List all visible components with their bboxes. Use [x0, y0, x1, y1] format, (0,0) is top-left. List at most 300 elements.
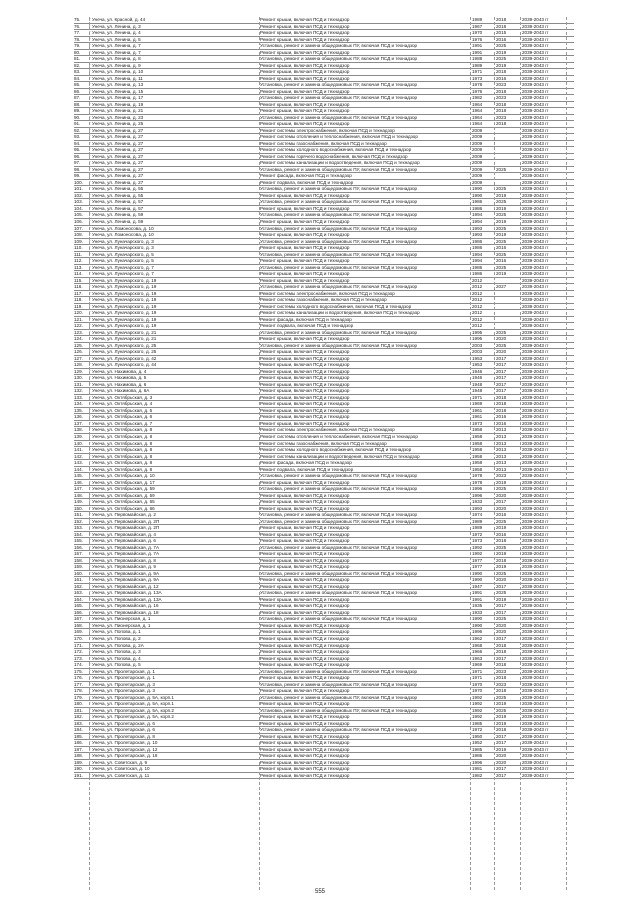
- row-planned-period: 2039-2043 гг: [522, 642, 549, 648]
- row-work-type: Установка, ремонт и замена общедомовых ПУ, включая ПСД и технадзор: [260, 238, 418, 244]
- row-address: г Унеча, ул. Луначарского, д. 19: [89, 323, 157, 329]
- row-number: 77.: [74, 30, 81, 36]
- column-divider: [89, 17, 90, 890]
- row-build-year: 1982: [472, 772, 483, 778]
- row-number: 96.: [74, 153, 81, 159]
- row-work-type: Ремонт крыши, включая ПСД и технадзор: [260, 362, 350, 368]
- row-number: 173.: [74, 655, 83, 661]
- row-number: 123.: [74, 329, 83, 335]
- row-work-type: Установка, ремонт и замена общедомовых ПУ, включая ПСД и технадзор: [260, 251, 418, 257]
- row-last-repair-year: 2018: [496, 675, 507, 681]
- row-build-year: 1994: [472, 258, 483, 264]
- row-build-year: 1972: [472, 531, 483, 537]
- row-work-type: Ремонт системы горячего водоснабжения, включая ПСД и технадзор: [260, 153, 408, 159]
- row-last-repair-year: 2025: [496, 707, 507, 713]
- row-planned-period: 2039-2043 гг: [522, 394, 549, 400]
- row-address: г Унеча, ул. Ленина, д. 17: [89, 95, 144, 101]
- row-planned-period: 2039-2043 гг: [522, 407, 549, 413]
- row-number: 165.: [74, 603, 83, 609]
- row-last-repair-year: 2019: [496, 564, 507, 570]
- row-number: 161.: [74, 577, 83, 583]
- row-number: 170.: [74, 635, 83, 641]
- row-work-type: Ремонт крыши, включая ПСД и технадзор: [260, 753, 350, 759]
- row-last-repair-year: 2017: [496, 368, 507, 374]
- row-planned-period: 2039-2043 гг: [522, 205, 549, 211]
- row-address: г Унеча, ул. Пролетарская, д. 18: [89, 753, 158, 759]
- row-build-year: 1969: [472, 662, 483, 668]
- row-work-type: Ремонт системы отопления и теплоснабжения, включая ПСД и технадзор: [260, 134, 418, 140]
- row-address: г Унеча, ул. Советская, д. 10: [89, 766, 150, 772]
- row-number: 113.: [74, 264, 83, 270]
- row-number: 97.: [74, 160, 81, 166]
- row-work-type: Ремонт фасада, включая ПСД и технадзор: [260, 173, 352, 179]
- row-work-type: Ремонт крыши, включая ПСД и технадзор: [260, 407, 350, 413]
- row-last-repair-year: 2025: [496, 212, 507, 218]
- row-work-type: Установка, ремонт и замена общедомовых ПУ, включая ПСД и технадзор: [260, 166, 418, 172]
- row-planned-period: 2039-2043 гг: [522, 505, 549, 511]
- row-number: 100.: [74, 179, 83, 185]
- row-address: г Унеча, ул. Луначарского, д. 44: [89, 362, 157, 368]
- row-planned-period: 2039-2043 гг: [522, 753, 549, 759]
- row-address: г Унеча, ул. Луначарского, д. 25: [89, 349, 157, 355]
- row-number: 107.: [74, 225, 83, 231]
- row-address: г Унеча, ул. Первомайская, д. 18: [89, 609, 159, 615]
- row-address: г Унеча, ул. Ленина, д. 27: [89, 160, 144, 166]
- row-work-type: Ремонт крыши, включая ПСД и технадзор: [260, 622, 350, 628]
- row-number: 136.: [74, 414, 83, 420]
- row-work-type: Установка, ремонт и замена общедомовых ПУ, включая ПСД и технадзор: [260, 329, 418, 335]
- row-last-repair-year: 2025: [496, 186, 507, 192]
- row-last-repair-year: 2013: [496, 434, 507, 439]
- row-work-type: Ремонт системы электроснабжения, включая ПСД и технадзор: [260, 290, 395, 296]
- row-work-type: Ремонт подвала, включая ПСД и технадзор: [260, 466, 354, 472]
- row-planned-period: 2039-2043 гг: [522, 349, 549, 355]
- row-last-repair-year: 2017: [496, 381, 507, 387]
- row-address: г Унеча, ул. Октябрьская, д. 10: [89, 473, 155, 479]
- row-build-year: 2012: [472, 303, 483, 309]
- row-build-year: 1996: [472, 759, 483, 765]
- row-planned-period: 2039-2043 гг: [522, 108, 549, 114]
- row-address: г Унеча, ул. Ленина, д. 55: [89, 192, 144, 198]
- row-build-year: 1973: [472, 420, 483, 426]
- row-work-type: Установка, ремонт и замена общедомовых ПУ, включая ПСД и технадзор: [260, 212, 418, 218]
- row-address: г Унеча, ул. Пионерская, д. 1: [89, 616, 151, 622]
- row-number: 184.: [74, 727, 83, 733]
- row-work-type: Ремонт крыши, включая ПСД и технадзор: [260, 101, 350, 107]
- row-number: 191.: [74, 772, 83, 778]
- row-build-year: 1992: [472, 701, 483, 707]
- row-build-year: 1974: [472, 512, 483, 518]
- row-address: г Унеча, ул. Пролетарская, д. 8: [89, 733, 155, 739]
- row-number: 186.: [74, 740, 83, 746]
- row-number: 124.: [74, 336, 83, 342]
- row-planned-period: 2039-2043 гг: [522, 342, 549, 348]
- row-number: 135.: [74, 407, 83, 413]
- row-number: 177.: [74, 681, 83, 687]
- row-work-type: Ремонт крыши, включая ПСД и технадзор: [260, 336, 350, 342]
- row-planned-period: 2039-2043 гг: [522, 590, 549, 596]
- row-build-year: 1970: [472, 688, 483, 694]
- row-address: г Унеча, ул. Ленина, д. 27: [89, 140, 144, 146]
- row-address: г Унеча, ул. Пролетарская, д. 5А, корп.2: [89, 714, 174, 720]
- row-build-year: 2012: [472, 284, 483, 290]
- row-number: 176.: [74, 675, 83, 681]
- row-last-repair-year: 2013: [496, 447, 507, 453]
- row-last-repair-year: 2013: [496, 453, 507, 459]
- row-work-type: Ремонт крыши, включая ПСД и технадзор: [260, 75, 350, 81]
- row-planned-period: 2039-2043 гг: [522, 551, 549, 557]
- row-planned-period: 2039-2043 гг: [522, 694, 549, 700]
- row-last-repair-year: 2020: [496, 492, 507, 498]
- row-build-year: 2009: [472, 134, 483, 140]
- row-work-type: Ремонт крыши, включая ПСД и технадзор: [260, 62, 350, 68]
- row-last-repair-year: 2017: [496, 362, 507, 368]
- row-planned-period: 2039-2043 гг: [522, 264, 549, 270]
- row-build-year: 1990: [472, 570, 483, 576]
- row-address: г Унеча, ул. Ленина, д. 7: [89, 43, 141, 49]
- row-planned-period: 2039-2043 гг: [522, 23, 549, 29]
- row-number: 185.: [74, 733, 83, 739]
- row-build-year: 1992: [472, 694, 483, 700]
- row-address: г Унеча, ул. Ленина, д. 27: [89, 179, 144, 185]
- row-number: 152.: [74, 518, 83, 524]
- row-planned-period: 2039-2043 гг: [522, 414, 549, 420]
- row-number: 167.: [74, 616, 83, 622]
- row-work-type: Ремонт крыши, включая ПСД и технадзор: [260, 368, 350, 374]
- row-build-year: 1966: [472, 649, 483, 655]
- row-build-year: 2012: [472, 316, 483, 322]
- row-planned-period: 2039-2043 гг: [522, 82, 549, 88]
- row-work-type: Ремонт крыши, включая ПСД и технадзор: [260, 531, 350, 537]
- row-build-year: 1994: [472, 251, 483, 257]
- row-work-type: Ремонт крыши, включая ПСД и технадзор: [260, 414, 350, 420]
- row-number: 187.: [74, 746, 83, 752]
- row-work-type: Установка, ремонт и замена общедомовых ПУ, включая ПСД и технадзор: [260, 590, 418, 596]
- row-planned-period: 2039-2043 гг: [522, 557, 549, 563]
- row-last-repair-year: 2025: [496, 56, 507, 62]
- row-planned-period: 2039-2043 гг: [522, 297, 549, 303]
- row-work-type: Ремонт фасада, включая ПСД и технадзор: [260, 316, 352, 322]
- row-build-year: 1950: [472, 733, 483, 739]
- row-planned-period: 2039-2043 гг: [522, 329, 549, 335]
- row-last-repair-year: 2025: [496, 616, 507, 622]
- row-build-year: 1973: [472, 538, 483, 544]
- row-last-repair-year: 2025: [496, 238, 507, 244]
- row-work-type: Ремонт крыши, включая ПСД и технадзор: [260, 479, 350, 485]
- row-address: г Унеча, ул. Первомайская, д. 2П: [89, 518, 160, 524]
- row-address: г Унеча, ул. Октябрьская, д. 8: [89, 466, 153, 472]
- row-build-year: 2009: [472, 140, 483, 146]
- row-last-repair-year: 2018: [496, 649, 507, 655]
- row-address: г Унеча, ул. Первомайская, д. 12: [89, 583, 159, 589]
- row-address: г Унеча, ул. Луначарского, д. 19: [89, 316, 157, 322]
- row-last-repair-year: 2019: [496, 701, 507, 707]
- row-planned-period: 2039-2043 гг: [522, 121, 549, 127]
- row-planned-period: 2039-2043 гг: [522, 759, 549, 765]
- row-address: г Унеча, ул. Луначарского, д. 19: [89, 290, 157, 296]
- row-number: 145.: [74, 473, 83, 479]
- row-planned-period: 2039-2043 гг: [522, 277, 549, 283]
- row-number: 140.: [74, 440, 83, 446]
- row-planned-period: 2039-2043 гг: [522, 160, 549, 166]
- row-work-type: Ремонт крыши, включая ПСД и технадзор: [260, 603, 350, 609]
- row-planned-period: 2039-2043 гг: [522, 69, 549, 75]
- row-address: г Унеча, ул. Октябрьская, д. 4: [89, 401, 153, 407]
- row-work-type: Установка, ремонт и замена общедомовых ПУ, включая ПСД и технадзор: [260, 727, 418, 733]
- row-last-repair-year: 2025: [496, 199, 507, 205]
- row-build-year: 1946: [472, 368, 483, 374]
- row-number: 137.: [74, 420, 83, 426]
- row-number: 175.: [74, 668, 83, 674]
- row-number: 106.: [74, 218, 83, 224]
- row-planned-period: 2039-2043 гг: [522, 62, 549, 68]
- row-address: г Унеча, ул. Октябрьская, д. 8: [89, 440, 153, 446]
- row-work-type: Ремонт крыши, включая ПСД и технадзор: [260, 649, 350, 655]
- row-build-year: 1963: [472, 655, 483, 661]
- row-work-type: Ремонт крыши, включая ПСД и технадзор: [260, 49, 350, 55]
- row-work-type: Ремонт крыши, включая ПСД и технадзор: [260, 349, 350, 355]
- row-number: 78.: [74, 36, 81, 42]
- row-number: 134.: [74, 401, 83, 407]
- row-last-repair-year: 2020: [496, 505, 507, 511]
- row-number: 84.: [74, 75, 81, 81]
- row-work-type: Ремонт фасада, включая ПСД и технадзор: [260, 460, 352, 466]
- row-build-year: 1948: [472, 381, 483, 387]
- row-build-year: 1964: [472, 114, 483, 120]
- row-work-type: Ремонт крыши, включая ПСД и технадзор: [260, 583, 350, 589]
- row-build-year: 1986: [472, 205, 483, 211]
- row-work-type: Ремонт крыши, включая ПСД и технадзор: [260, 538, 350, 544]
- row-work-type: Ремонт крыши, включая ПСД и технадзор: [260, 577, 350, 583]
- row-build-year: 1989: [472, 17, 483, 22]
- row-planned-period: 2039-2043 гг: [522, 531, 549, 537]
- row-build-year: 1953: [472, 362, 483, 368]
- row-work-type: Ремонт крыши, включая ПСД и технадзор: [260, 714, 350, 720]
- row-planned-period: 2039-2043 гг: [522, 486, 549, 492]
- row-number: 117.: [74, 290, 83, 296]
- row-number: 133.: [74, 394, 83, 400]
- row-last-repair-year: 2023: [496, 82, 507, 88]
- row-build-year: 1986: [472, 199, 483, 205]
- row-build-year: 1995: [472, 329, 483, 335]
- row-build-year: 1935: [472, 603, 483, 609]
- row-work-type: Установка, ремонт и замена общедомовых ПУ, включая ПСД и технадзор: [260, 82, 418, 88]
- row-work-type: Ремонт крыши, включая ПСД и технадзор: [260, 245, 350, 251]
- row-planned-period: 2039-2043 гг: [522, 218, 549, 224]
- row-address: г Унеча, ул. Попова, д. 4: [89, 655, 141, 661]
- row-number: 169.: [74, 629, 83, 635]
- row-address: г Унеча, ул. Пролетарская, д. 12: [89, 746, 158, 752]
- row-work-type: Ремонт крыши, включая ПСД и технадзор: [260, 642, 350, 648]
- row-last-repair-year: 2020: [496, 759, 507, 765]
- row-address: г Унеча, ул. Ленина, д. 55: [89, 186, 144, 192]
- row-planned-period: 2039-2043 гг: [522, 714, 549, 720]
- row-number: 162.: [74, 583, 83, 589]
- row-address: г Унеча, ул. Луначарского, д. 42: [89, 355, 157, 361]
- row-planned-period: 2039-2043 гг: [522, 609, 549, 615]
- row-build-year: 1990: [472, 622, 483, 628]
- row-planned-period: 2039-2043 гг: [522, 655, 549, 661]
- row-build-year: 2009: [472, 173, 483, 179]
- row-build-year: 1991: [472, 49, 483, 55]
- row-last-repair-year: 2013: [496, 427, 507, 433]
- row-build-year: 1996: [472, 492, 483, 498]
- row-last-repair-year: 2015: [496, 30, 507, 36]
- row-build-year: 2009: [472, 179, 483, 185]
- row-work-type: Ремонт системы холодного водоснабжения, включая ПСД и технадзор: [260, 447, 412, 453]
- row-work-type: Ремонт системы канализации и водоотведения, включая ПСД и технадзор: [260, 310, 420, 316]
- row-work-type: Ремонт системы канализации и водоотведения, включая ПСД и технадзор: [260, 160, 420, 166]
- row-work-type: Ремонт крыши, включая ПСД и технадзор: [260, 720, 350, 726]
- row-number: 155.: [74, 538, 83, 544]
- row-planned-period: 2039-2043 гг: [522, 362, 549, 368]
- row-planned-period: 2039-2043 гг: [522, 538, 549, 544]
- row-build-year: 1976: [472, 36, 483, 42]
- row-planned-period: 2039-2043 гг: [522, 688, 549, 694]
- row-number: 129.: [74, 368, 83, 374]
- row-planned-period: 2039-2043 гг: [522, 434, 549, 439]
- row-build-year: 1958: [472, 453, 483, 459]
- row-planned-period: 2039-2043 гг: [522, 453, 549, 459]
- row-build-year: 1958: [472, 427, 483, 433]
- row-planned-period: 2039-2043 гг: [522, 766, 549, 772]
- row-work-type: Ремонт крыши, включая ПСД и технадзор: [260, 108, 350, 114]
- row-address: г Унеча, ул. Нахимова, д. 4: [89, 368, 147, 374]
- row-planned-period: 2039-2043 гг: [522, 675, 549, 681]
- row-last-repair-year: 2018: [496, 121, 507, 127]
- row-number: 171.: [74, 642, 83, 648]
- row-address: г Унеча, ул. Октябрьская, д. 65: [89, 499, 155, 505]
- row-number: 160.: [74, 570, 83, 576]
- row-planned-period: 2039-2043 гг: [522, 596, 549, 602]
- row-planned-period: 2039-2043 гг: [522, 746, 549, 752]
- row-address: г Унеча, ул. Ленина, д. 13: [89, 82, 144, 88]
- row-address: г Унеча, ул. Попова, д. 2: [89, 635, 141, 641]
- row-work-type: Ремонт крыши, включая ПСД и технадзор: [260, 23, 350, 29]
- row-last-repair-year: 2016: [496, 245, 507, 251]
- row-work-type: Ремонт крыши, включая ПСД и технадзор: [260, 277, 350, 283]
- row-address: г Унеча, ул. Октябрьская, д. 66: [89, 505, 155, 511]
- row-number: 153.: [74, 525, 83, 531]
- row-work-type: Ремонт крыши, включая ПСД и технадзор: [260, 381, 350, 387]
- row-last-repair-year: 2025: [496, 264, 507, 270]
- row-number: 102.: [74, 192, 83, 198]
- row-build-year: 1991: [472, 43, 483, 49]
- row-address: г Унеча, ул. Первомайская, д. 9А: [89, 577, 160, 583]
- row-build-year: 1990: [472, 192, 483, 198]
- row-last-repair-year: 2016: [496, 512, 507, 518]
- row-address: г Унеча, ул. Пролетарская, д. 3: [89, 681, 155, 687]
- row-work-type: Ремонт крыши, включая ПСД и технадзор: [260, 69, 350, 75]
- row-address: г Унеча, ул. Ленина, д. 4: [89, 30, 141, 36]
- row-work-type: Установка, ремонт и замена общедомовых ПУ, включая ПСД и технадзор: [260, 473, 418, 479]
- row-planned-period: 2039-2043 гг: [522, 649, 549, 655]
- row-number: 172.: [74, 649, 83, 655]
- row-build-year: 1996: [472, 486, 483, 492]
- row-build-year: 1953: [472, 355, 483, 361]
- row-work-type: Ремонт системы газоснабжения, включая ПСД и технадзор: [260, 140, 387, 146]
- row-build-year: 1976: [472, 88, 483, 94]
- row-address: г Унеча, ул. Ленина, д. 11: [89, 75, 143, 81]
- row-address: г Унеча, ул. Луначарского, д. 5: [89, 251, 154, 257]
- row-last-repair-year: 2019: [496, 218, 507, 224]
- row-planned-period: 2039-2043 гг: [522, 479, 549, 485]
- row-work-type: Ремонт крыши, включая ПСД и технадзор: [260, 557, 350, 563]
- row-last-repair-year: 2023: [496, 681, 507, 687]
- row-planned-period: 2039-2043 гг: [522, 290, 549, 296]
- row-address: г Унеча, ул. Пролетарская, д. 5А, корп.1: [89, 701, 174, 707]
- row-address: г Унеча, ул. Ленина, д. 27: [89, 134, 144, 140]
- row-build-year: 1961: [472, 414, 483, 420]
- row-address: г Унеча, ул. Пролетарская, д. 10: [89, 740, 158, 746]
- row-number: 89.: [74, 108, 81, 114]
- row-address: г Унеча, ул. Первомайская, д. 16: [89, 603, 159, 609]
- row-build-year: 2012: [472, 277, 483, 283]
- row-number: 159.: [74, 564, 83, 570]
- row-address: г Унеча, ул. Октябрьская, д. 8: [89, 427, 153, 433]
- row-work-type: Ремонт подвала, включая ПСД и технадзор: [260, 179, 354, 185]
- row-address: г Унеча, ул. Ленина, д. 9: [89, 62, 141, 68]
- row-address: г Унеча, ул. Ленина, д. 27: [89, 173, 144, 179]
- row-build-year: 1992: [472, 551, 483, 557]
- row-planned-period: 2039-2043 гг: [522, 401, 549, 407]
- row-address: г Унеча, ул. Попова, д. 2А: [89, 642, 144, 648]
- row-build-year: 1985: [472, 720, 483, 726]
- row-planned-period: 2039-2043 гг: [522, 147, 549, 153]
- row-work-type: Ремонт крыши, включая ПСД и технадзор: [260, 401, 350, 407]
- row-address: г Унеча, ул. Первомайская, д. 13А: [89, 590, 162, 596]
- row-last-repair-year: 2017: [496, 583, 507, 589]
- row-build-year: 1970: [472, 30, 483, 36]
- row-number: 158.: [74, 557, 83, 563]
- row-address: г Унеча, ул. Красной, д. 44: [89, 17, 146, 22]
- row-build-year: 2003: [472, 349, 483, 355]
- page-number: 555: [314, 889, 325, 895]
- row-build-year: 1981: [472, 766, 483, 772]
- row-work-type: Ремонт крыши, включая ПСД и технадзор: [260, 17, 350, 22]
- row-planned-period: 2039-2043 гг: [522, 622, 549, 628]
- row-planned-period: 2039-2043 гг: [522, 368, 549, 374]
- row-last-repair-year: 2017: [496, 655, 507, 661]
- row-build-year: 1948: [472, 388, 483, 394]
- row-build-year: 1978: [472, 473, 483, 479]
- row-address: г Унеча, ул. Октябрьская, д. 3: [89, 394, 153, 400]
- column-divider: [566, 17, 567, 890]
- row-number: 115.: [74, 277, 83, 283]
- row-last-repair-year: 2027: [496, 284, 507, 290]
- row-planned-period: 2039-2043 гг: [522, 95, 549, 101]
- row-planned-period: 2039-2043 гг: [522, 733, 549, 739]
- row-planned-period: 2039-2043 гг: [522, 284, 549, 290]
- row-build-year: 1994: [472, 212, 483, 218]
- row-number: 141.: [74, 447, 83, 453]
- row-last-repair-year: 2019: [496, 205, 507, 211]
- row-planned-period: 2039-2043 гг: [522, 681, 549, 687]
- row-work-type: Установка, ремонт и замена общедомовых ПУ, включая ПСД и технадзор: [260, 225, 418, 231]
- row-number: 163.: [74, 590, 83, 596]
- row-work-type: Ремонт крыши, включая ПСД и технадзор: [260, 30, 350, 36]
- row-planned-period: 2039-2043 гг: [522, 127, 549, 133]
- row-last-repair-year: 2020: [496, 349, 507, 355]
- row-address: г Унеча, ул. Попова, д. 3: [89, 649, 141, 655]
- row-planned-period: 2039-2043 гг: [522, 629, 549, 635]
- row-planned-period: 2039-2043 гг: [522, 492, 549, 498]
- row-number: 128.: [74, 362, 83, 368]
- row-number: 151.: [74, 512, 83, 518]
- row-address: г Унеча, ул. Пролетарская, д. 6: [89, 727, 155, 733]
- row-build-year: 1958: [472, 440, 483, 446]
- row-planned-period: 2039-2043 гг: [522, 662, 549, 668]
